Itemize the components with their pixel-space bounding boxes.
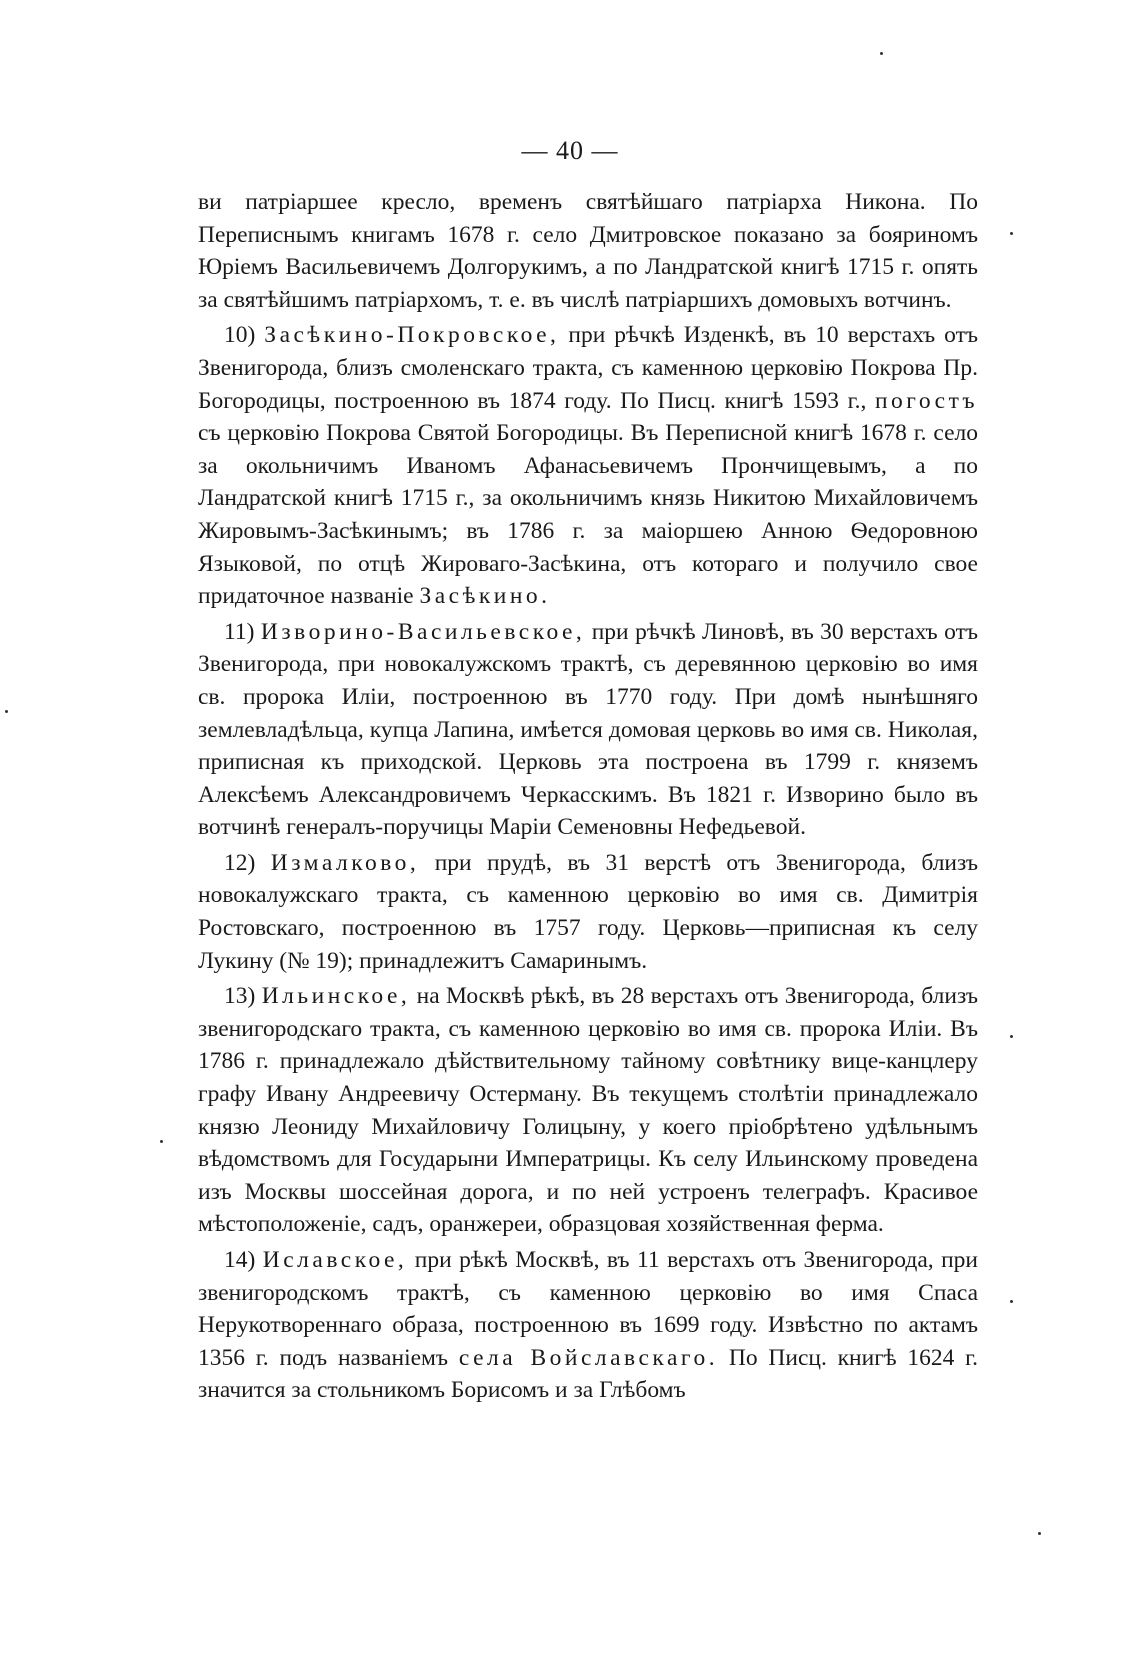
entry-number: 12)	[224, 849, 256, 876]
scan-speck	[1038, 1532, 1041, 1535]
scan-speck	[5, 710, 8, 713]
entry-number: 11)	[224, 618, 255, 645]
entry-emphasis: села Войславскаго.	[458, 1344, 719, 1371]
entry-name: Засѣкино-Покровское,	[264, 322, 560, 349]
entry-10	[198, 319, 978, 612]
scan-speck	[1010, 1300, 1013, 1303]
scan-speck	[1010, 232, 1013, 235]
scan-speck	[1010, 1035, 1013, 1038]
entry-text-continued: По Писц. книгѣ 1624 г. значится за стольникомъ Борисомъ и за Глѣбомъ	[198, 1344, 979, 1404]
scan-speck	[160, 1140, 163, 1143]
entry-name: Измалково,	[270, 849, 420, 876]
entry-name: Изворино-Васильевское,	[260, 618, 586, 645]
scan-speck	[880, 52, 883, 55]
entry-emphasis: погостъ	[874, 387, 979, 414]
entry-name: Иславское,	[262, 1247, 408, 1273]
entry-emphasis-end: Засѣкино.	[419, 583, 551, 610]
page-body	[198, 186, 978, 1407]
entry-text: при рѣчкѣ Линовѣ, въ 30 верстахъ отъ Звенигорода, при новокалужскомъ трактѣ, съ деревянною церковію во имя св. пророка Иліи, построенною въ 1770 году. При домѣ нынѣшняго землевладѣльца, купца Лапина, имѣется домовая церковь во имя св. Николая, приписная къ приходской. Церковь эта построена въ 1799 г. княземъ Алексѣемъ Александровичемъ Черкасскимъ. Въ 1821 г. Изворино было въ вотчинѣ генералъ-поручицы Маріи Семеновны Нефедьевой.	[198, 618, 978, 841]
entry-13	[198, 980, 978, 1241]
entry-number: 10)	[224, 322, 256, 349]
entry-12	[198, 847, 978, 977]
entry-number: 14)	[224, 1247, 256, 1273]
page-number: — 40 —	[521, 136, 619, 165]
entry-text: при рѣчкѣ Изденкѣ, въ 10 верстахъ отъ Звенигорода, близъ смоленскаго тракта, съ каменною церковію Покрова Пр. Богородицы, построенною въ 1874 году. По Писц. книгѣ 1593 г.,	[198, 322, 979, 414]
entry-name: Ильинское,	[261, 983, 411, 1010]
entry-text: на Москвѣ рѣкѣ, въ 28 верстахъ отъ Звенигорода, близъ звенигородскаго тракта, съ каменною церковію во имя св. пророка Иліи. Въ 1786 г. принадлежало дѣйствительному тайному совѣтнику вице-канцлеру графу Ивану Андреевичу Остерману. Въ текущемъ столѣтіи принадлежало князю Леониду Михайловичу Голицыну, у коего пріобрѣтено удѣльнымъ вѣдомствомъ для Государыни Императрицы. Къ селу Ильинскому проведена изъ Москвы шоссейная дорога, и по ней устроенъ телеграфъ. Красивое мѣстоположеніе, садъ, оранжереи, образцовая хозяйственная ферма.	[198, 983, 979, 1238]
entry-number: 13)	[224, 983, 256, 1010]
continuation-paragraph: ви патріаршее кресло, временъ святѣйшаго патріарха Никона. По Переписнымъ книгамъ 1678 г. село Дмитровское показано за бояриномъ Юріемъ Васильевичемъ Долгорукимъ, а по Ландратской книгѣ 1715 г. опять за святѣйшимъ патріархомъ, т. е. въ числѣ патріаршихъ домовыхъ вотчинъ.	[198, 189, 978, 313]
entry-text-continued: съ церковію Покрова Святой Богородицы. Въ Переписной книгѣ 1678 г. село за окольничимъ Иваномъ Афанасьевичемъ Прончищевымъ, а по Ландратской книгѣ 1715 г., за окольничимъ князь Никитою Михайловичемъ Жировымъ-Засѣкинымъ; въ 1786 г. за маіоршею Анною Ѳедоровною Языковой, по отцѣ Жироваго-Засѣкина, отъ котораго и получило свое придаточное названіе	[198, 420, 978, 610]
entry-14	[198, 1244, 978, 1407]
entry-text: при рѣкѣ Москвѣ, въ 11 верстахъ отъ Звенигорода, при звенигородскомъ трактѣ, съ каменною церковію во имя Спаса Нерукотвореннаго образа, построенною въ 1699 году. Извѣстно по актамъ 1356 г. подъ названіемъ	[198, 1247, 978, 1371]
entry-11	[198, 616, 978, 844]
entry-text: при прудѣ, въ 31 верстѣ отъ Звенигорода, близъ новокалужскаго тракта, съ каменною церковію во имя св. Димитрія Ростовскаго, построенною въ 1757 году. Церковь—приписная къ селу Лукину (№ 19); принадлежитъ Самаринымъ.	[198, 849, 979, 974]
